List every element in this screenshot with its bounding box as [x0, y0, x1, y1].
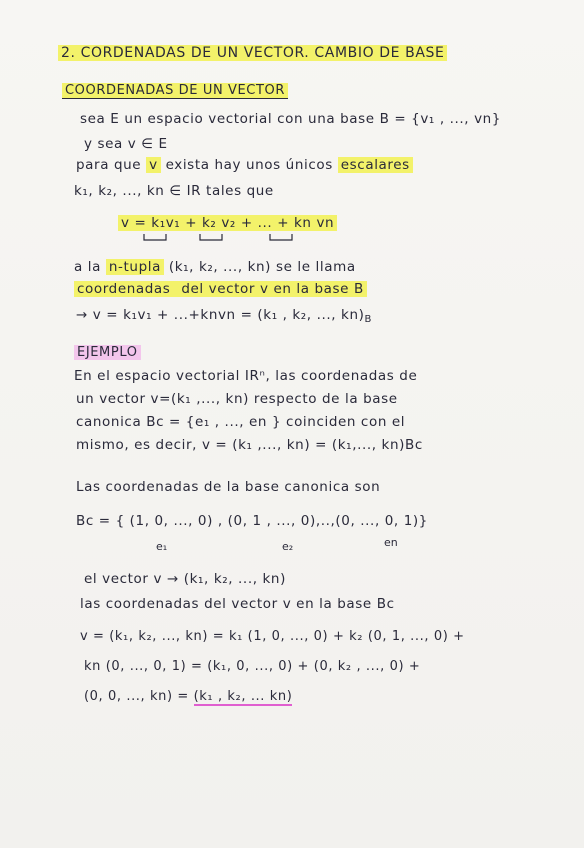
page-title	[58, 44, 447, 62]
subscript: B	[364, 314, 372, 325]
title-text: 2. CORDENADAS DE UN VECTOR. CAMBIO DE BASE	[58, 45, 447, 61]
text-fragment: para que	[76, 157, 147, 173]
basis-label-e2: e₂	[282, 540, 294, 553]
paragraph-line	[76, 156, 413, 174]
paragraph-line: kn (0, ..., 0, 1) = (k₁, 0, ..., 0) + (0, k₂ , ..., 0) +	[84, 659, 421, 674]
underbrace-marks	[140, 232, 320, 246]
highlight-ntupla: n-tupla	[106, 259, 164, 275]
ejemplo-text: EJEMPLO	[74, 345, 141, 360]
paragraph-line	[84, 688, 292, 706]
highlight-coordenadas: coordenadas	[74, 281, 173, 297]
paragraph-line: y sea v ∈ E	[84, 136, 168, 152]
text-fragment: exista hay unos únicos	[160, 157, 338, 173]
paragraph-line: Bc = { (1, 0, ..., 0) , (0, 1 , ..., 0),..,(0, ..., 0, 1)}	[76, 513, 428, 529]
paragraph-line: Las coordenadas de la base canonica son	[76, 479, 381, 495]
paragraph-line: un vector v=(k₁ ,..., kn) respecto de la base	[76, 391, 398, 407]
text-fragment: (0, 0, ..., kn) =	[84, 689, 194, 704]
paragraph-line: sea E un espacio vectorial con una base B = {v₁ , ..., vn}	[80, 111, 502, 127]
subtitle-text: COORDENADAS DE UN VECTOR	[62, 83, 288, 99]
paragraph-line: v = (k₁, k₂, ..., kn) = k₁ (1, 0, ..., 0) + k₂ (0, 1, ..., 0) +	[80, 629, 465, 644]
paragraph-line	[74, 258, 356, 276]
section-subtitle	[62, 82, 288, 100]
highlight-escalares: escalares	[338, 157, 413, 173]
paragraph-line	[76, 306, 372, 329]
final-result-underlined: (k₁ , k₂, ... kn)	[193, 689, 293, 704]
paragraph-line: En el espacio vectorial IRⁿ, las coordenadas de	[74, 368, 418, 384]
example-heading	[74, 344, 141, 362]
formula-text: v = k₁v₁ + k₂ v₂ + ... + kn vn	[118, 215, 337, 231]
paragraph-line: canonica Bc = {e₁ , ..., en } coinciden con el	[76, 414, 406, 430]
basis-label-en: en	[384, 536, 398, 549]
basis-label-e1: e₁	[156, 540, 168, 553]
paragraph-line: el vector v → (k₁, k₂, ..., kn)	[84, 571, 286, 587]
text-fragment: → v = k₁v₁ + ...+knvn = (k₁ , k₂, ..., kn)	[76, 307, 365, 323]
highlight-definition: del vector v en la base B	[173, 281, 366, 297]
paragraph-line: k₁, k₂, ..., kn ∈ IR tales que	[74, 183, 274, 199]
highlight-v: v	[146, 157, 161, 173]
formula-highlight	[118, 214, 337, 232]
paragraph-line	[74, 280, 367, 298]
paragraph-line: mismo, es decir, v = (k₁ ,..., kn) = (k₁,..., kn)Bc	[76, 437, 423, 453]
paragraph-line: las coordenadas del vector v en la base Bc	[80, 596, 395, 612]
text-fragment: (k₁, k₂, ..., kn) se le llama	[163, 259, 356, 275]
text-fragment: a la	[74, 259, 106, 275]
